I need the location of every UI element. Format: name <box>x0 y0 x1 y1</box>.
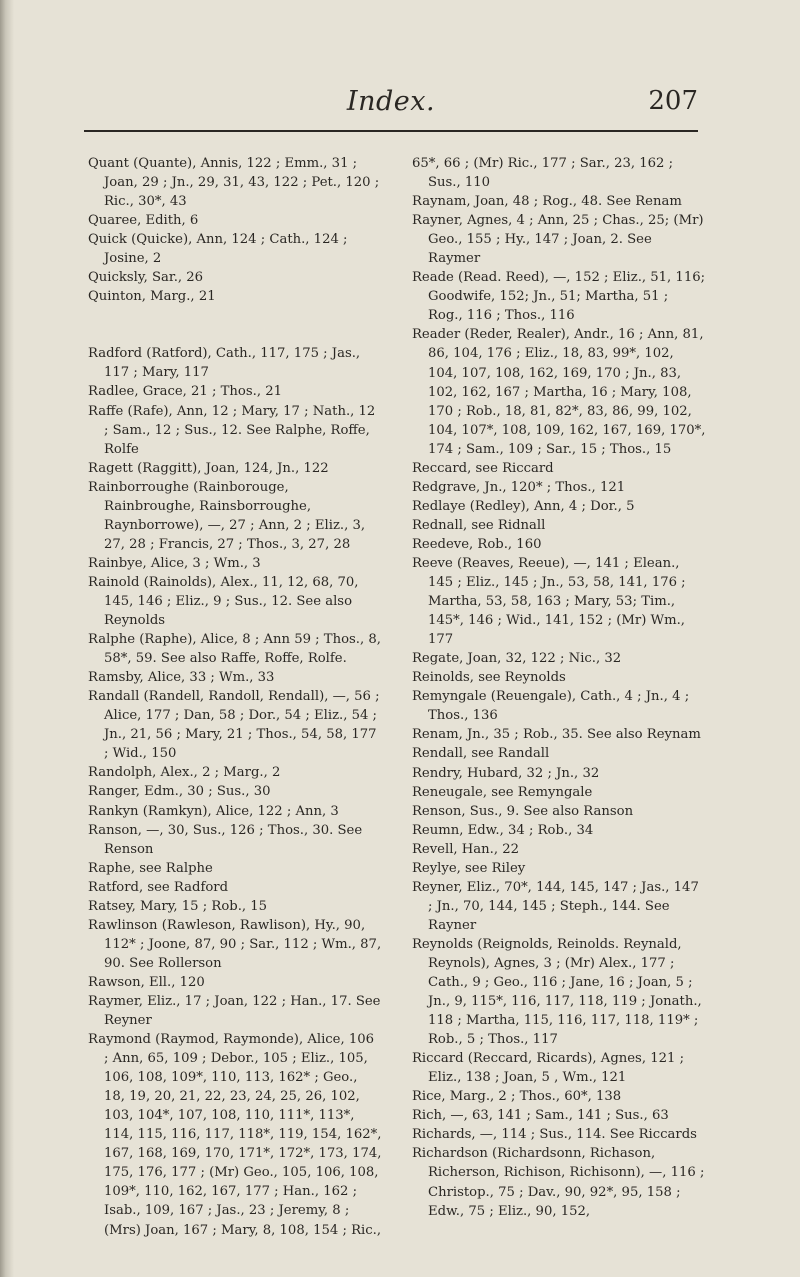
running-head <box>84 86 698 126</box>
index-entry: Rainold (Rainolds), Alex., 11, 12, 68, 70, 145, 146 ; Eliz., 9 ; Sus., 12. See also Reynolds <box>88 574 359 629</box>
page-number: 207 <box>648 86 698 116</box>
index-entry: Ratford, see Radford <box>88 879 229 895</box>
running-title: Index. <box>346 86 436 117</box>
index-entry: Reedeve, Rob., 160 <box>412 536 542 552</box>
index-entry: Raynam, Joan, 48 ; Rog., 48. See Renam <box>412 194 682 210</box>
index-entry: Radlee, Grace, 21 ; Thos., 21 <box>88 384 282 400</box>
index-entry: Reumn, Edw., 34 ; Rob., 34 <box>412 822 594 838</box>
index-entry: Reade (Read. Reed), —, 152 ; Eliz., 51, 116; Goodwife, 152; Jn., 51; Martha, 51 ; Rog., 116 ; Thos., 116 <box>412 270 706 324</box>
index-entry: Reynolds (Reignolds, Reinolds. Reynald, Reynols), Agnes, 3 ; (Mr) Alex., 177 ; Cath., 9 ; Geo., 116 ; Jane, 16 ; Joan, 5 ; Jn., 9, 115*, 116, 117, 118, 119 ; Jonath., 118 ; Martha, 115, 116, 117, 118, 119* ; Rob., 5 ; Thos., 117 <box>412 936 702 1048</box>
index-entry: Ramsby, Alice, 33 ; Wm., 33 <box>88 670 275 686</box>
index-column-left <box>88 154 382 1240</box>
page-binding-shadow <box>0 0 14 1277</box>
index-entry: Regate, Joan, 32, 122 ; Nic., 32 <box>412 651 622 667</box>
index-entry: Raymer, Eliz., 17 ; Joan, 122 ; Han., 17. See Reyner <box>88 993 381 1029</box>
index-entry: Redgrave, Jn., 120* ; Thos., 121 <box>412 479 626 495</box>
index-entry: Ratsey, Mary, 15 ; Rob., 15 <box>88 898 268 914</box>
index-entry: Rayner, Agnes, 4 ; Ann, 25 ; Chas., 25; (Mr) Geo., 155 ; Hy., 147 ; Joan, 2. See Raymer <box>412 213 704 267</box>
index-entry: Quaree, Edith, 6 <box>88 213 199 229</box>
index-entry: Redlaye (Redley), Ann, 4 ; Dor., 5 <box>412 498 635 514</box>
index-entry: Reneugale, see Remyngale <box>412 784 593 800</box>
index-entry: Ragett (Raggitt), Joan, 124, Jn., 122 <box>88 460 329 476</box>
index-entry: Rawson, Ell., 120 <box>88 974 205 990</box>
index-entry: Rainbye, Alice, 3 ; Wm., 3 <box>88 555 261 571</box>
index-entry: Randolph, Alex., 2 ; Marg., 2 <box>88 765 281 781</box>
index-entry: Raffe (Rafe), Ann, 12 ; Mary, 17 ; Nath., 12 ; Sam., 12 ; Sus., 12. See Ralphe, Roffe, Rolfe <box>88 403 376 457</box>
index-entry: Reyner, Eliz., 70*, 144, 145, 147 ; Jas., 147 ; Jn., 70, 144, 145 ; Steph., 144. See Rayner <box>412 879 699 933</box>
index-entry: Rankyn (Ramkyn), Alice, 122 ; Ann, 3 <box>88 803 339 819</box>
letter-section-gap <box>88 306 382 344</box>
index-column-right <box>412 154 706 1221</box>
index-entry: Raymond (Raymod, Raymonde), Alice, 106 ; Ann, 65, 109 ; Debor., 105 ; Eliz., 105, 106, 108, 109*, 110, 113, 162* ; Geo., 18, 19, 20, 21, 22, 23, 24, 25, 26, 102, 103, 104*, 107, 108, 110, 111*, 113*, 114, 115, 116, 117, 118*, 119, 154, 162*, 167, 168, 169, 170, 171*, 172*, 173, 174, 175, 176, 177 ; (Mr) Geo., 105, 106, 108, 109*, 110, 162, 167, 177 ; Han., 162 ; Isab., 109, 167 ; Jas., 23 ; Jeremy, 8 ; (Mrs) Joan, 167 ; Mary, 8, 108, 154 ; Ric., <box>88 1032 382 1238</box>
index-entry: Ranger, Edm., 30 ; Sus., 30 <box>88 784 271 800</box>
index-entry: Quick (Quicke), Ann, 124 ; Cath., 124 ; Josine, 2 <box>88 232 348 267</box>
index-entry: Rendall, see Randall <box>412 746 550 762</box>
index-entry: Remyngale (Reuengale), Cath., 4 ; Jn., 4 ; Thos., 136 <box>412 689 690 724</box>
index-entry: Rainborroughe (Rainborouge, Rainbroughe, Rainsborroughe, Raynborrowe), —, 27 ; Ann, 2 ; Eliz., 3, 27, 28 ; Francis, 27 ; Thos., 3, 27, 28 <box>88 479 366 552</box>
index-entry: Raphe, see Ralphe <box>88 860 213 876</box>
index-entry: Rice, Marg., 2 ; Thos., 60*, 138 <box>412 1089 622 1105</box>
index-entry: Richardson (Richardsonn, Richason, Richerson, Richison, Richisonn), —, 116 ; Christop., 75 ; Dav., 90, 92*, 95, 158 ; Edw., 75 ; Eliz., 90, 152, <box>412 1146 705 1219</box>
index-entry: Reylye, see Riley <box>412 860 526 876</box>
index-entry: Rawlinson (Rawleson, Rawlison), Hy., 90, 112* ; Joone, 87, 90 ; Sar., 112 ; Wm., 87, 90. See Rollerson <box>88 917 382 971</box>
index-entry: Rednall, see Ridnall <box>412 517 546 533</box>
index-entry: Reader (Reder, Realer), Andr., 16 ; Ann, 81, 86, 104, 176 ; Eliz., 18, 83, 99*, 102, 104, 107, 108, 162, 169, 170 ; Jn., 83, 102, 162, 167 ; Martha, 16 ; Mary, 108, 170 ; Rob., 18, 81, 82*, 83, 86, 99, 102, 104, 107*, 108, 109, 162, 167, 169, 170*, 174 ; Sam., 109 ; Sar., 15 ; Thos., 15 <box>412 327 706 457</box>
index-entry: 65*, 66 ; (Mr) Ric., 177 ; Sar., 23, 162 ; Sus., 110 <box>412 156 674 191</box>
header-rule <box>84 130 698 132</box>
index-entry: Ranson, —, 30, Sus., 126 ; Thos., 30. See Renson <box>88 822 363 857</box>
index-entry: Rendry, Hubard, 32 ; Jn., 32 <box>412 765 600 781</box>
index-entry: Reinolds, see Reynolds <box>412 670 566 686</box>
index-entry: Quant (Quante), Annis, 122 ; Emm., 31 ; Joan, 29 ; Jn., 29, 31, 43, 122 ; Pet., 120 ; Ric., 30*, 43 <box>88 156 380 210</box>
index-entry: Ralphe (Raphe), Alice, 8 ; Ann 59 ; Thos., 8, 58*, 59. See also Raffe, Roffe, Rolfe. <box>88 632 381 667</box>
index-entry: Renam, Jn., 35 ; Rob., 35. See also Reynam <box>412 727 701 743</box>
index-entry: Quicksly, Sar., 26 <box>88 270 204 286</box>
index-entry: Randall (Randell, Randoll, Rendall), —, 56 ; Alice, 177 ; Dan, 58 ; Dor., 54 ; Eliz., 54 ; Jn., 21, 56 ; Mary, 21 ; Thos., 54, 58, 177 ; Wid., 150 <box>88 689 380 762</box>
index-entry: Reeve (Reaves, Reeue), —, 141 ; Elean., 145 ; Eliz., 145 ; Jn., 53, 58, 141, 176 ; Martha, 53, 58, 163 ; Mary, 53; Tim., 145*, 146 ; Wid., 141, 152 ; (Mr) Wm., 177 <box>412 555 686 648</box>
index-entry: Richards, —, 114 ; Sus., 114. See Riccards <box>412 1127 697 1143</box>
index-entry: Reccard, see Riccard <box>412 460 554 476</box>
index-entry: Quinton, Marg., 21 <box>88 289 216 305</box>
index-entry: Riccard (Reccard, Ricards), Agnes, 121 ; Eliz., 138 ; Joan, 5 , Wm., 121 <box>412 1051 685 1086</box>
index-entry: Renson, Sus., 9. See also Ranson <box>412 803 634 819</box>
index-entry: Revell, Han., 22 <box>412 841 520 857</box>
index-entry: Rich, —, 63, 141 ; Sam., 141 ; Sus., 63 <box>412 1108 669 1124</box>
index-entry: Radford (Ratford), Cath., 117, 175 ; Jas., 117 ; Mary, 117 <box>88 346 361 381</box>
